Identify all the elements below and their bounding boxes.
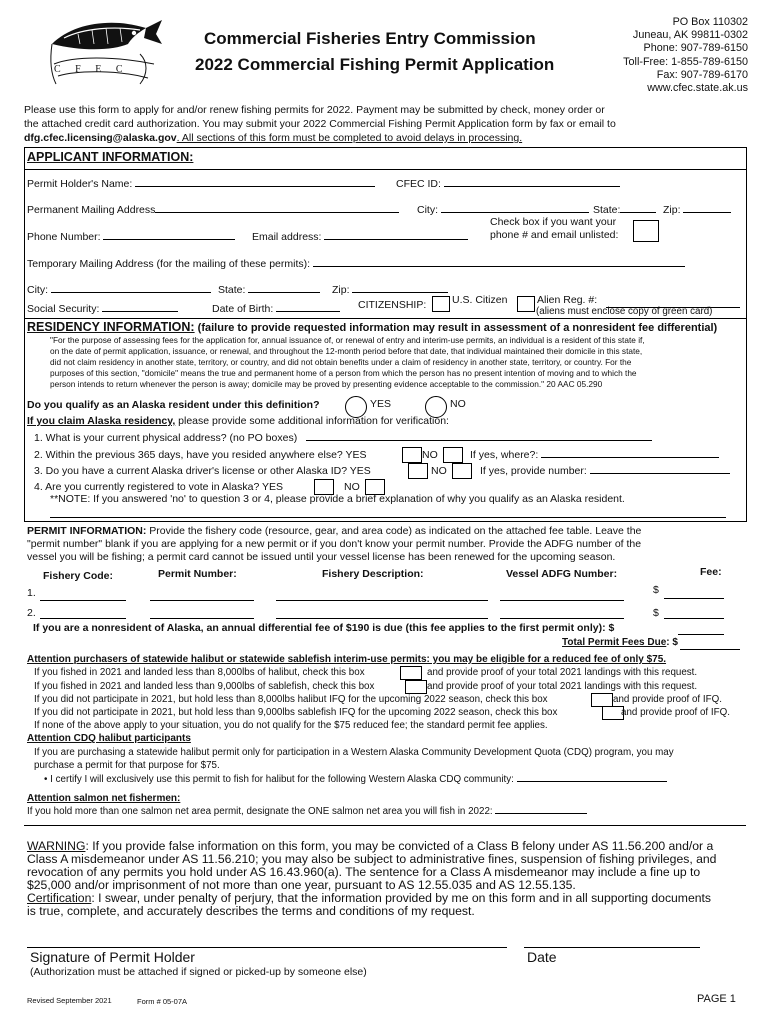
- halibut-line2-tail: and provide proof of your total 2021 landings with this request.: [427, 681, 698, 692]
- halibut-line1-tail: and provide proof of your total 2021 landings with this request.: [427, 667, 698, 678]
- address-line: Fax: 907-789-6170: [656, 68, 748, 81]
- form-number: Form # 05-07A: [137, 997, 188, 1006]
- city-field[interactable]: [441, 211, 589, 213]
- q2-where-row: [470, 449, 719, 461]
- q3-no-checkbox[interactable]: [452, 463, 472, 479]
- cfec-id-row: [396, 178, 620, 190]
- qualify-question: Do you qualify as an Alaska resident under this definition?: [27, 399, 320, 411]
- city2-label: City:: [27, 284, 48, 296]
- q2-no-checkbox[interactable]: [443, 447, 463, 463]
- q3-num-label: If yes, provide number:: [480, 465, 587, 477]
- claim-rest: please provide some additional information for verification:: [175, 415, 449, 427]
- mailing-row: [27, 204, 399, 216]
- fish-logo-icon: [44, 14, 164, 94]
- zip-label: Zip:: [663, 204, 681, 216]
- residency-note: **NOTE: If you answered 'no' to question 3 or 4, please provide a brief explanation of why you qualify as an Alaska resident.: [50, 493, 625, 505]
- revised-date: Revised September 2021: [27, 996, 112, 1005]
- qualify-yes-label: YES: [370, 398, 392, 410]
- definition-line: person intends to return whenever the person is away; domicile may be proved by presenting evidence acceptable to the commission." 20 AAC 05.290: [50, 379, 603, 389]
- zip2-row: [332, 284, 448, 296]
- q1-row: [34, 432, 652, 444]
- col-fishery-description: Fishery Description:: [322, 568, 424, 580]
- email-label: Email address:: [252, 231, 322, 243]
- holder-name-label: Permit Holder's Name:: [27, 178, 133, 190]
- halibut-line-text: If you did not participate in 2021, but hold less than 8,000lbs halibut IFQ for the upcoming 2022 season, check this box: [34, 694, 548, 705]
- date-label: Date: [527, 949, 557, 965]
- row1-number: 1.: [27, 587, 36, 599]
- address-line: www.cfec.state.ak.us: [647, 82, 748, 95]
- halibut-line3-tail: and provide proof of IFQ.: [613, 694, 722, 705]
- cdq-line1: If you are purchasing a statewide halibut permit only for participation in a Western Alaska Community Development Quota (CDQ) program, you may: [34, 747, 674, 758]
- zip-field[interactable]: [683, 211, 731, 213]
- state-row: [593, 204, 656, 216]
- residency-heading: RESIDENCY INFORMATION:: [27, 320, 195, 334]
- salmon-heading: Attention salmon net fishermen:: [27, 793, 181, 804]
- intro-line2: the attached credit card authorization. You may submit your 2022 Commercial Fishing Permit Application form by fax or email to: [24, 118, 616, 130]
- nonresident-fee: If you are a nonresident of Alaska, an annual differential fee of $190 is due (this fee applies to the first permit only): $: [33, 622, 615, 634]
- intro-line1: Please use this form to apply for and/or renew fishing permits for 2022. Payment may be submitted by check, money order or: [24, 104, 605, 116]
- form-title-line1: Commercial Fisheries Entry Commission: [204, 29, 536, 48]
- address-line: PO Box 110302: [672, 16, 748, 28]
- dob-label: Date of Birth:: [212, 303, 274, 315]
- halibut-line-text: If you did not participate in 2021, but hold less than 9,000lbs sablefish IFQ for the upcoming 2022 season, check this box: [34, 707, 558, 718]
- col-fee: Fee:: [700, 566, 722, 578]
- q2-row: [34, 449, 367, 461]
- dob-row: [212, 303, 340, 315]
- ssn-row: [27, 303, 178, 315]
- state2-row: [218, 284, 320, 296]
- salmon-area-field[interactable]: [495, 812, 587, 814]
- applicant-heading: APPLICANT INFORMATION:: [27, 150, 194, 164]
- q4-row: [34, 481, 283, 493]
- citizenship-label: CITIZENSHIP:: [358, 299, 427, 311]
- q1-field[interactable]: [306, 439, 652, 441]
- q3-num-row: [480, 465, 730, 477]
- row1-dollar: $: [653, 584, 659, 596]
- total-fees-field[interactable]: [680, 648, 740, 650]
- temp-field[interactable]: [313, 265, 685, 267]
- row2-dollar: $: [653, 607, 659, 619]
- state-label: State:: [593, 204, 621, 216]
- row2-code-field[interactable]: [40, 617, 126, 619]
- us-citizen-checkbox[interactable]: [432, 296, 450, 312]
- explanation-field[interactable]: [50, 516, 726, 518]
- permit-line2: "permit number" blank if you are applying for a new permit or if you don't know your permit number. Provide the ADFG number of the: [27, 538, 642, 550]
- signature-label: Signature of Permit Holder: [30, 949, 195, 965]
- sablefish-2021-checkbox[interactable]: [405, 680, 427, 694]
- halibut-ifq-checkbox[interactable]: [591, 693, 613, 707]
- residency-heading-row: [27, 320, 717, 334]
- border-left: [24, 147, 25, 522]
- divider: [24, 169, 746, 170]
- halibut-line-text: If you fished in 2021 and landed less than 9,000lbs of sablefish, check this box: [34, 681, 375, 692]
- col-fishery-code: Fishery Code:: [43, 570, 114, 582]
- cfec-id-label: CFEC ID:: [396, 178, 441, 190]
- row1-permit-field[interactable]: [150, 599, 254, 601]
- permit-heading: PERMIT INFORMATION:: [27, 525, 147, 537]
- mailing-label: Permanent Mailing Address: [27, 204, 156, 216]
- total-fees-row: [562, 637, 678, 648]
- q4-label: 4. Are you currently registered to vote in Alaska? YES: [34, 481, 284, 493]
- row2-fee-field[interactable]: [664, 617, 724, 619]
- alien-checkbox[interactable]: [517, 296, 535, 312]
- bullet-icon: •: [44, 774, 48, 785]
- address-line: Juneau, AK 99811-0302: [632, 29, 748, 42]
- q3-no-label: NO: [431, 465, 447, 477]
- zip2-label: Zip:: [332, 284, 350, 296]
- halibut-none: If none of the above apply to your situation, you do not qualify for the $75 reduced fee; the standard permit fee applies.: [34, 720, 548, 731]
- certification-text: : I swear, under penalty of perjury, that the information provided by me on this form and in all supporting documents: [91, 891, 711, 905]
- halibut-line-text: If you fished in 2021 and landed less than 8,000lbs of halibut, check this box: [34, 667, 365, 678]
- cfec-logo: [44, 14, 164, 94]
- q3-row: [34, 465, 371, 477]
- unlisted-text-2: phone # and email unlisted:: [490, 229, 619, 241]
- address-line: Phone: 907-789-6150: [643, 42, 748, 55]
- phone-field[interactable]: [103, 238, 235, 240]
- email-field[interactable]: [324, 238, 468, 240]
- zip2-field[interactable]: [352, 291, 448, 293]
- signature-field[interactable]: [27, 946, 507, 948]
- q3-label: 3. Do you have a current Alaska driver's license or other Alaska ID? YES: [34, 465, 371, 477]
- q2-where-field[interactable]: [541, 456, 719, 458]
- address-line: Toll-Free: 1-855-789-6150: [623, 55, 748, 68]
- certification-label: Certification: [27, 891, 92, 905]
- halibut-line4: [34, 707, 557, 718]
- permit-line3: vessel you will be fishing; a permit card cannot be issued until your vessel license has been renewed for the upcoming season.: [27, 551, 616, 563]
- cdq-line2: purchase a permit for that purpose for $75.: [34, 760, 220, 771]
- definition-line: on the date of permit application, issuance, or renewal, and throughout the 12-month period before that date, that individual maintained their domicile in this state,: [50, 346, 643, 356]
- alien-note: (aliens must enclose copy of green card): [536, 306, 713, 317]
- q2-no-label: NO: [422, 449, 438, 461]
- cdq-community-field[interactable]: [517, 780, 667, 782]
- definition-line: did not claim residency in another state, territory, or country, and did not obtain benefits under a claim of residency in another state, territory, or country. For the: [50, 357, 632, 367]
- cfec-id-field[interactable]: [444, 185, 620, 187]
- total-fees-label: Total Permit Fees Due: [562, 637, 667, 648]
- halibut-line3: [34, 694, 548, 705]
- q2-yes-checkbox[interactable]: [402, 447, 422, 463]
- total-fees-tail: : $: [666, 637, 678, 648]
- zip-row: [663, 204, 731, 216]
- halibut-line1: [34, 667, 365, 678]
- warning-line1: [27, 839, 713, 853]
- city-row: [417, 204, 589, 216]
- state2-field[interactable]: [248, 291, 320, 293]
- salmon-row: [27, 806, 587, 817]
- certification-line1: [27, 891, 711, 905]
- halibut-line2: [34, 681, 374, 692]
- nonresident-fee-field[interactable]: [678, 633, 724, 635]
- cfec-email[interactable]: dfg.cfec.licensing@alaska.gov: [24, 132, 177, 144]
- warning-line1-text: : If you provide false information on this form, you may be convicted of a Class B felony under AS 11.56.200 and/or a: [85, 839, 714, 853]
- divider: [24, 825, 746, 826]
- ssn-field[interactable]: [102, 310, 178, 312]
- halibut-2021-checkbox[interactable]: [400, 666, 422, 680]
- q4-no-label: NO: [344, 481, 360, 493]
- q3-yes-checkbox[interactable]: [408, 463, 428, 479]
- definition-line: purposes of this section, "domicile" means the true and permanent home of a person from which the person has no present intention of moving and to which the: [50, 368, 637, 378]
- ssn-label: Social Security:: [27, 303, 100, 315]
- email-row: [252, 231, 468, 243]
- alien-label: Alien Reg. #:: [537, 294, 598, 306]
- page-number: PAGE 1: [697, 993, 736, 1005]
- qualify-no-label: NO: [450, 398, 466, 410]
- halibut-heading: Attention purchasers of statewide halibut or statewide sablefish interim-use permits: you may be eligible for a reduced fee of only $75.: [27, 654, 667, 665]
- us-citizen-label: U.S. Citizen: [452, 294, 508, 306]
- temp-row: [27, 258, 685, 270]
- border-right: [746, 147, 747, 522]
- intro-line3: [24, 132, 522, 144]
- cdq-certify-row: [44, 774, 667, 785]
- state2-label: State:: [218, 284, 246, 296]
- cdq-heading: Attention CDQ halibut participants: [27, 733, 191, 744]
- warning-label: WARNING: [27, 839, 86, 853]
- dob-field[interactable]: [276, 310, 340, 312]
- phone-label: Phone Number:: [27, 231, 101, 243]
- authorization-note: (Authorization must be attached if signed or picked-up by someone else): [30, 966, 367, 978]
- divider: [24, 147, 746, 148]
- holder-name-field[interactable]: [135, 185, 375, 187]
- phone-row: [27, 231, 235, 243]
- logo-text: C F E C: [54, 64, 129, 75]
- date-field[interactable]: [524, 946, 700, 948]
- permit-line1: [27, 525, 641, 537]
- q2-label: 2. Within the previous 365 days, have you resided anywhere else? YES: [34, 449, 367, 461]
- temp-label: Temporary Mailing Address (for the mailing of these permits):: [27, 258, 311, 270]
- form-title-line2: 2022 Commercial Fishing Permit Application: [195, 55, 555, 74]
- city2-field[interactable]: [51, 291, 211, 293]
- warning-line2: Class A misdemeanor under AS 11.56.210; you may also be subject to administrative fines, suspension of fishing privileges, and: [27, 852, 717, 866]
- cfec-address: [623, 16, 748, 95]
- mailing-field[interactable]: [155, 211, 399, 213]
- warning-line4: $25,000 and/or imprisonment of not more than one year, pursuant to AS 12.55.035 and AS 12.55.135.: [27, 878, 576, 892]
- row2-vessel-field[interactable]: [500, 617, 624, 619]
- row2-number: 2.: [27, 607, 36, 619]
- divider: [24, 521, 746, 522]
- salmon-text: If you hold more than one salmon net area permit, designate the ONE salmon net area you will fish in 2022:: [27, 806, 493, 817]
- col-permit-number: Permit Number:: [158, 568, 237, 580]
- unlisted-checkbox[interactable]: [633, 220, 659, 242]
- divider: [24, 318, 746, 319]
- row1-desc-field[interactable]: [276, 599, 488, 601]
- row1-fee-field[interactable]: [664, 597, 724, 599]
- claim-residency-row: [27, 415, 449, 427]
- permit-line1-rest: Provide the fishery code (resource, gear, and area code) as indicated on the attached fee table. Leave the: [146, 525, 642, 537]
- city-label: City:: [417, 204, 438, 216]
- unlisted-text-1: Check box if you want your: [490, 216, 617, 228]
- col-vessel-adfg: Vessel ADFG Number:: [506, 568, 618, 580]
- intro-line3-rest: . All sections of this form must be completed to avoid delays in processing.: [176, 132, 523, 144]
- city2-row: [27, 284, 211, 296]
- q1-label: 1. What is your current physical address? (no PO boxes): [34, 432, 298, 444]
- row2-desc-field[interactable]: [276, 617, 488, 619]
- definition-line: "For the purpose of assessing fees for the application for, annual issuance of, or renewal of entry and interim-use permits, an individual is a resident of this state if,: [50, 335, 645, 345]
- residency-heading-note: (failure to provide requested information may result in assessment of a nonresident fee differential): [194, 322, 718, 334]
- claim-lead: If you claim Alaska residency,: [27, 415, 176, 427]
- row2-permit-field[interactable]: [150, 617, 254, 619]
- q3-num-field[interactable]: [590, 472, 730, 474]
- q2-where-label: If yes, where?:: [470, 449, 539, 461]
- row1-vessel-field[interactable]: [500, 599, 624, 601]
- cdq-certify-text: I certify I will exclusively use this permit to fish for halibut for the following Western Alaska CDQ community:: [50, 774, 514, 785]
- warning-line3: revocation of any permits you hold under AS 16.43.960(a). The sentence for a Class A misdemeanor may include a fine up to: [27, 865, 701, 879]
- holder-name-row: [27, 178, 375, 190]
- certification-line2: is true, complete, and accurately describes the terms and conditions of my request.: [27, 904, 475, 918]
- state-field[interactable]: [620, 211, 656, 213]
- row1-code-field[interactable]: [40, 599, 126, 601]
- halibut-line4-tail: and provide proof of IFQ.: [621, 707, 730, 718]
